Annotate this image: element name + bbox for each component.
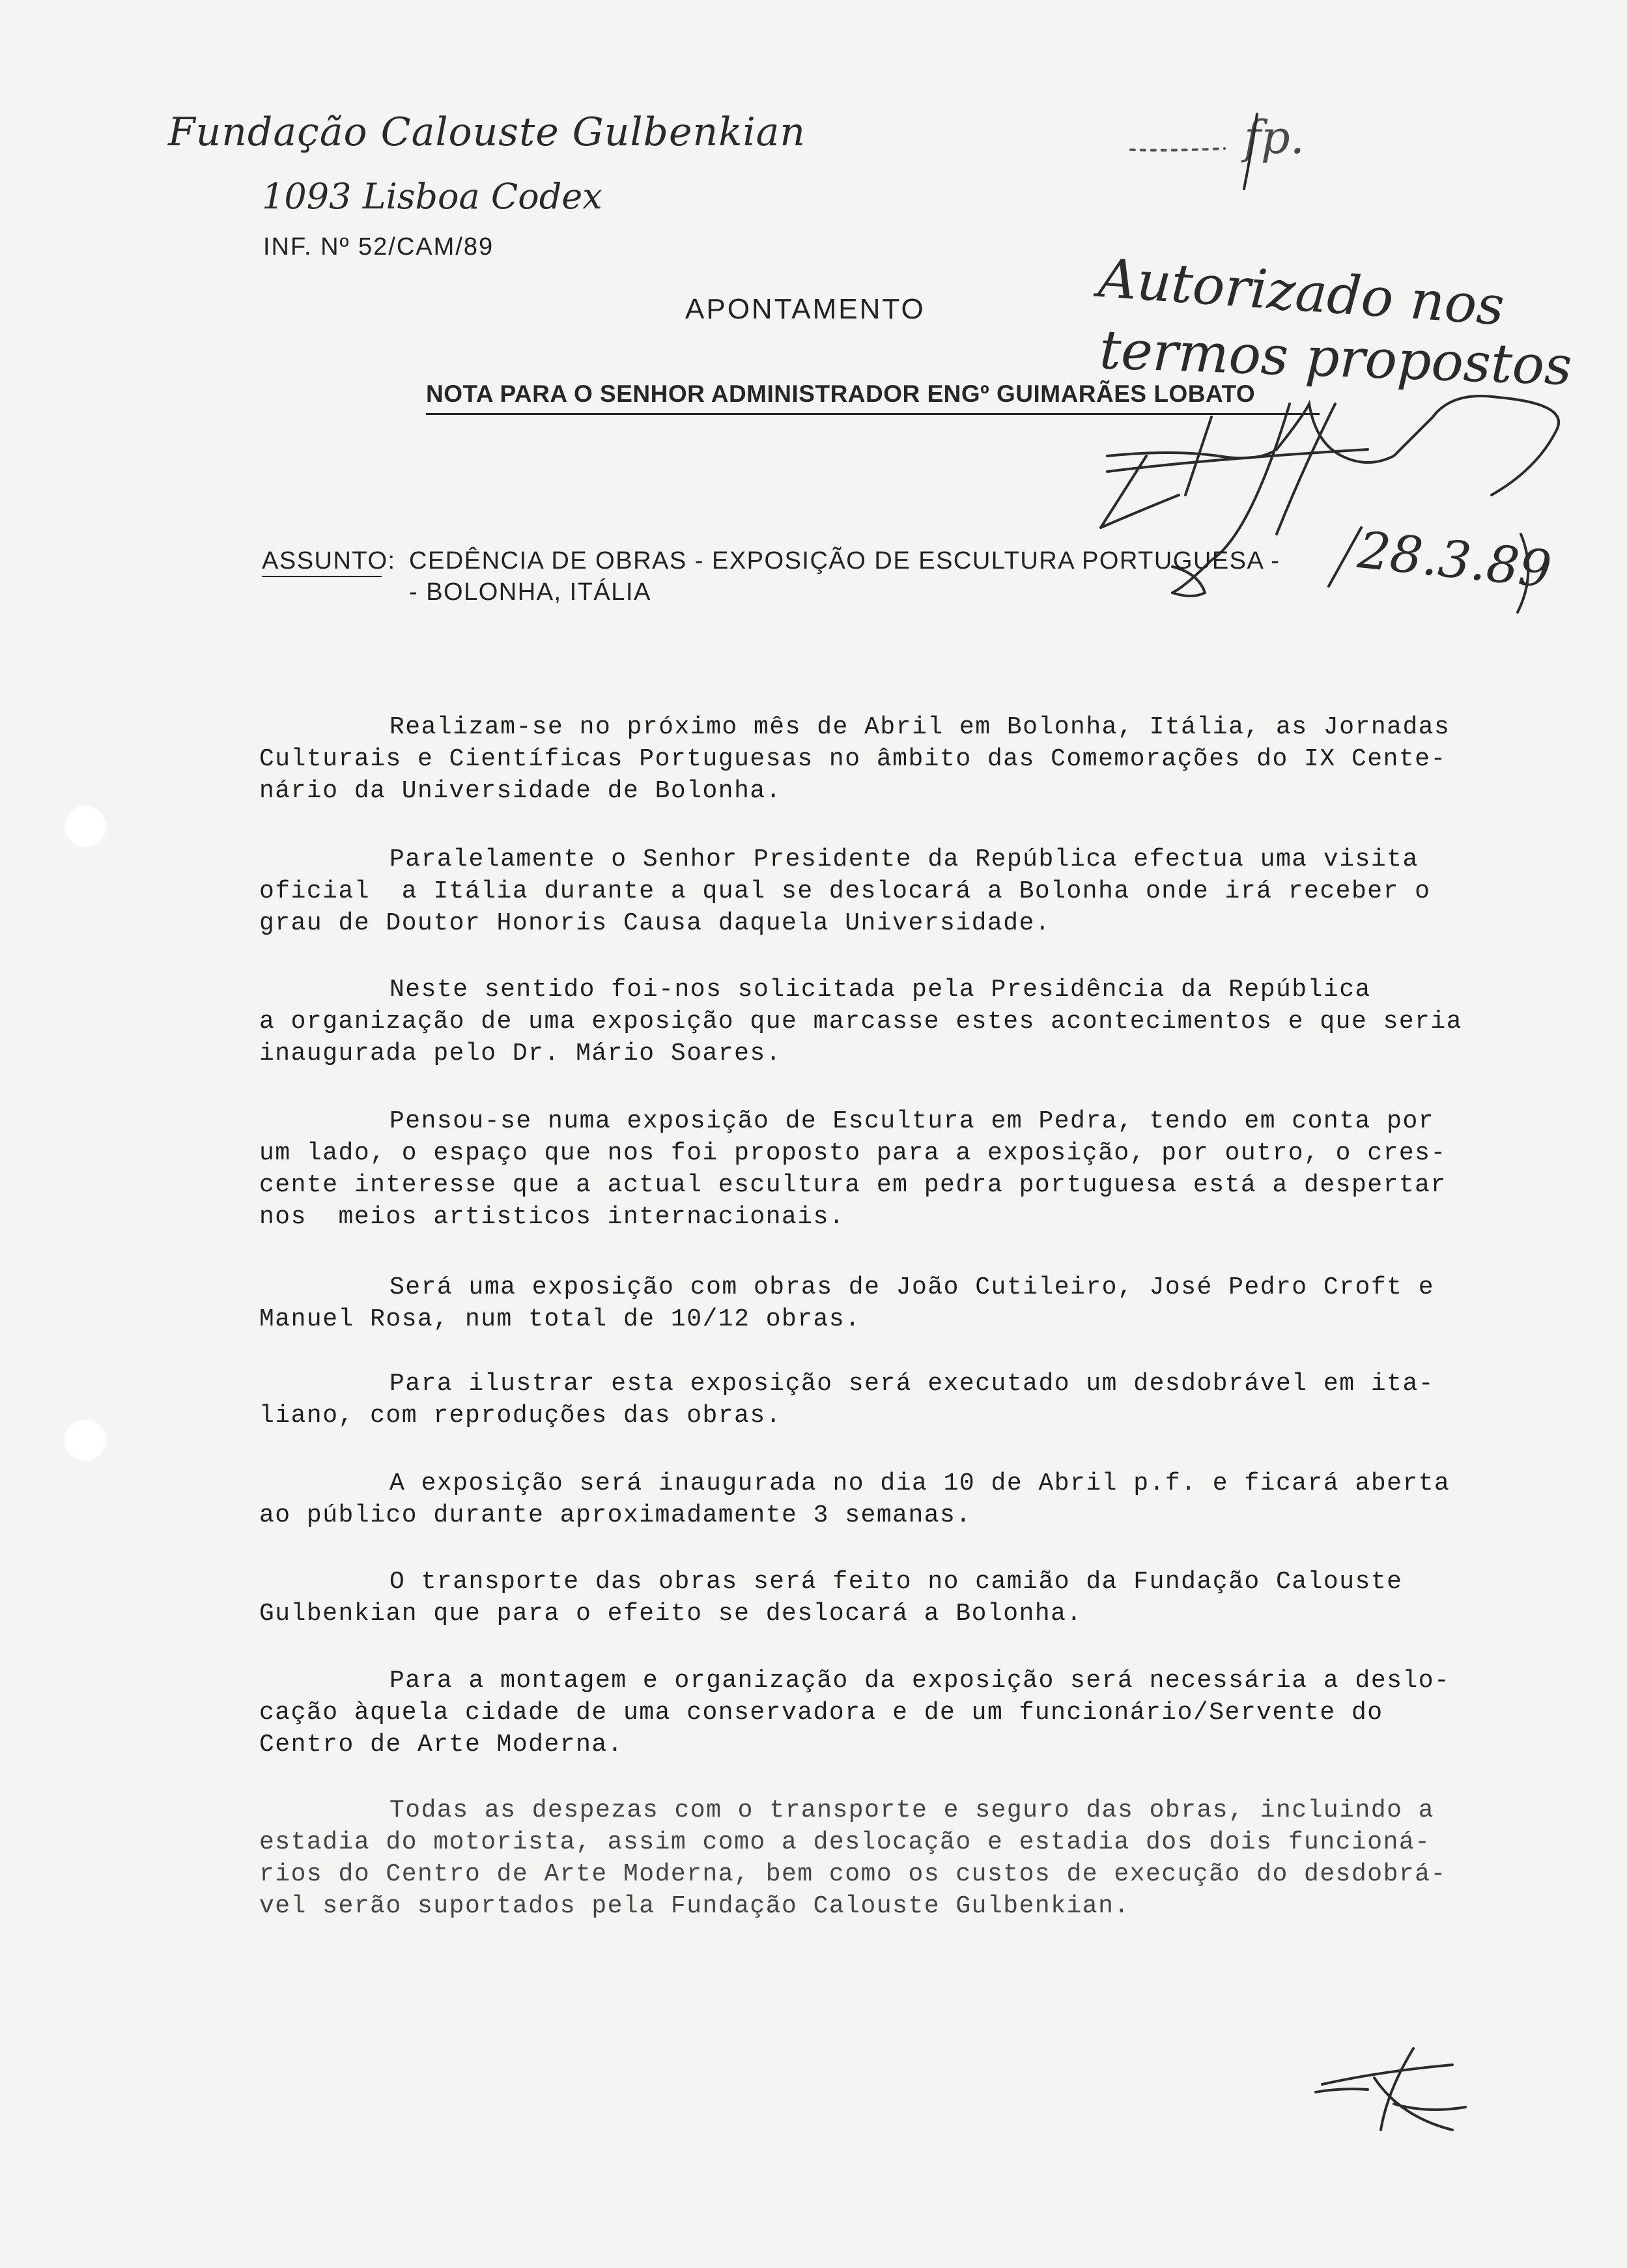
- paragraph-line: cação àquela cidade de uma conservadora e de um funcionário/Servente do: [259, 1699, 1383, 1727]
- paragraph-line: A exposição será inaugurada no dia 10 de Abril p.f. e ficará aberta: [389, 1469, 1450, 1497]
- paragraph-line: ao público durante aproximadamente 3 semanas.: [259, 1501, 972, 1529]
- paragraph-7: [259, 1467, 1497, 1531]
- handwritten-approval-line2: termos propostos: [1098, 319, 1573, 398]
- paragraph-line: Centro de Arte Moderna.: [259, 1731, 623, 1759]
- subject-line-1: CEDÊNCIA DE OBRAS - EXPOSIÇÃO DE ESCULTURA PORTUGUESA -: [409, 547, 1280, 574]
- paragraph-line: Realizam-se no próximo mês de Abril em Bolonha, Itália, as Jornadas: [389, 713, 1450, 741]
- paragraph-line: cente interesse que a actual escultura em pedra portuguesa está a despertar: [259, 1171, 1447, 1199]
- document-type-title: APONTAMENTO: [685, 293, 926, 325]
- paragraph-line: Gulbenkian que para o efeito se deslocará a Bolonha.: [259, 1600, 1082, 1628]
- paragraph-line: O transporte das obras será feito no camião da Fundação Calouste: [389, 1568, 1403, 1596]
- paragraph-line: vel serão suportados pela Fundação Calouste Gulbenkian.: [259, 1892, 1130, 1920]
- paragraph-line: Será uma exposição com obras de João Cutileiro, José Pedro Croft e: [389, 1273, 1435, 1301]
- paragraph-8: [259, 1566, 1497, 1630]
- paragraph-3: [259, 974, 1497, 1070]
- punch-hole-bottom: [64, 1419, 107, 1462]
- paragraph-10: [259, 1794, 1497, 1922]
- paragraph-line: estadia do motorista, assim como a deslocação e estadia dos dois funcioná-: [259, 1828, 1431, 1856]
- letterhead-institution: Fundação Calouste Gulbenkian: [168, 109, 806, 155]
- paragraph-1: [259, 711, 1497, 807]
- letterhead-address: 1093 Lisboa Codex: [262, 176, 602, 217]
- handwritten-date: 28.3.89: [1355, 521, 1555, 600]
- paragraph-line: grau de Doutor Honoris Causa daquela Universidade.: [259, 909, 1051, 937]
- handwritten-approval-line1: Autorizado nos: [1096, 248, 1507, 338]
- subject-label-underline: [262, 576, 382, 577]
- reference-number: INF. Nº 52/CAM/89: [263, 233, 494, 261]
- paragraph-9: [259, 1665, 1497, 1761]
- paragraph-line: Todas as despezas com o transporte e seguro das obras, incluindo a: [389, 1796, 1435, 1824]
- paragraph-line: oficial a Itália durante a qual se deslocará a Bolonha onde irá receber o: [259, 877, 1431, 905]
- punch-hole-top: [64, 805, 107, 848]
- paragraph-6: [259, 1368, 1497, 1432]
- paragraph-line: Neste sentido foi-nos solicitada pela Presidência da República: [389, 976, 1371, 1004]
- paragraph-line: um lado, o espaço que nos foi proposto para a exposição, por outro, o cres-: [259, 1139, 1447, 1167]
- paragraph-line: liano, com reproduções das obras.: [259, 1402, 782, 1430]
- paragraph-line: Pensou-se numa exposição de Escultura em Pedra, tendo em conta por: [389, 1107, 1435, 1135]
- paragraph-line: Paralelamente o Senhor Presidente da República efectua uma visita: [389, 845, 1419, 873]
- paragraph-line: Para ilustrar esta exposição será executado um desdobrável em ita-: [389, 1370, 1435, 1398]
- paragraph-line: Culturais e Científicas Portuguesas no âmbito das Comemorações do IX Cente-: [259, 745, 1447, 773]
- paragraph-line: a organização de uma exposição que marcasse estes acontecimentos e que seria: [259, 1008, 1463, 1036]
- addressee-line: NOTA PARA O SENHOR ADMINISTRADOR ENGº GUIMARÃES LOBATO: [426, 380, 1256, 407]
- paragraph-line: inaugurada pelo Dr. Mário Soares.: [259, 1040, 782, 1068]
- paragraph-line: Manuel Rosa, num total de 10/12 obras.: [259, 1305, 861, 1333]
- paragraph-line: nos meios artisticos internacionais.: [259, 1203, 845, 1231]
- handwritten-corner-mark: fp.: [1244, 111, 1305, 164]
- paragraph-line: nário da Universidade de Bolonha.: [259, 777, 782, 805]
- paragraph-line: Para a montagem e organização da exposição será necessária a deslo-: [389, 1667, 1450, 1695]
- paragraph-line: rios do Centro de Arte Moderna, bem como os custos de execução do desdobrá-: [259, 1860, 1447, 1888]
- subject-line-2: - BOLONHA, ITÁLIA: [409, 578, 651, 606]
- addressee-underline: [426, 413, 1320, 415]
- subject-label: ASSUNTO:: [262, 547, 396, 574]
- paragraph-2: [259, 843, 1497, 939]
- paragraph-4: [259, 1105, 1497, 1233]
- paragraph-5: [259, 1271, 1497, 1335]
